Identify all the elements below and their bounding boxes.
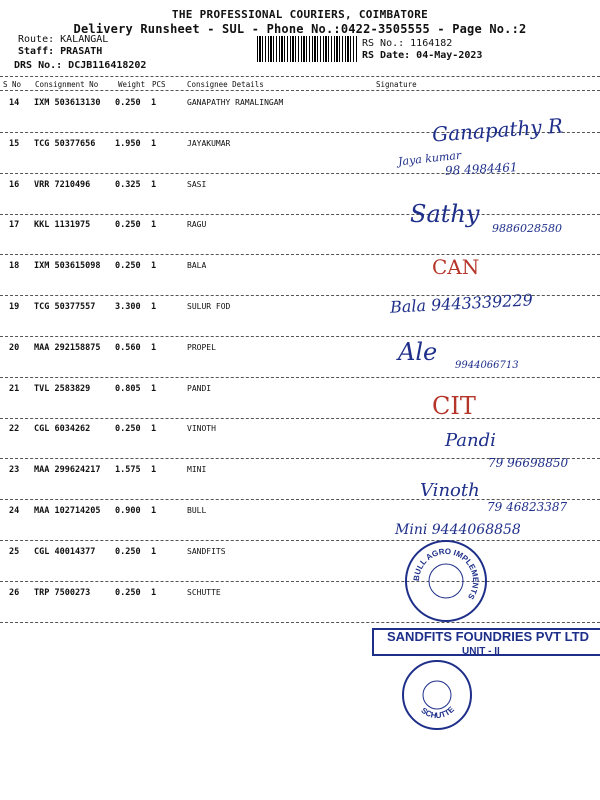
row-pcs: 1: [151, 547, 157, 557]
row-sno: 23: [9, 465, 20, 475]
barcode: [257, 36, 357, 62]
row-consignment-no: KKL 1131975: [34, 220, 91, 230]
row-weight: 1.575: [115, 465, 141, 475]
row-pcs: 1: [151, 343, 157, 353]
row-pcs: 1: [151, 506, 157, 516]
col-signature: Signature: [376, 80, 417, 89]
signature-22-phone: 79 46823387: [487, 500, 568, 514]
rs-date: RS Date: 04-May-2023: [362, 50, 483, 61]
row-consignment-no: IXM 503613130: [34, 98, 101, 108]
signature-15-phone: 98 4984461: [444, 160, 518, 178]
row-pcs: 1: [151, 180, 157, 190]
row-consignee: RAGU: [187, 220, 207, 229]
row-consignee: BALA: [187, 261, 207, 270]
row-pcs: 1: [151, 384, 157, 394]
header-divider: [0, 90, 600, 91]
row-consignment-no: TCG 50377557: [34, 302, 96, 312]
signature-16: Sathy: [410, 200, 480, 228]
page-title: THE PROFESSIONAL COURIERS, COIMBATORE: [171, 8, 429, 21]
row-pcs: 1: [151, 465, 157, 475]
row-consignment-no: IXM 503615098: [34, 261, 101, 271]
row-consignment-no: TVL 2583829: [34, 384, 91, 394]
route-label: Route: KALANGAL: [18, 34, 109, 45]
signature-22: Vinoth: [420, 480, 480, 501]
row-consignment-no: TCG 50377656: [34, 139, 96, 149]
row-pcs: 1: [151, 220, 157, 230]
row-weight: 0.325: [115, 180, 141, 190]
row-sno: 26: [9, 588, 20, 598]
row-sno: 24: [9, 506, 20, 516]
schutte-stamp: [402, 660, 472, 730]
col-sno: S No: [3, 80, 22, 89]
row-consignee: SULUR FOD: [187, 302, 231, 311]
row-consignee: VINOTH: [187, 424, 216, 433]
col-consignee: Consignee Details: [187, 80, 264, 89]
row-divider: [0, 254, 600, 255]
row-consignee: JAYAKUMAR: [187, 139, 231, 148]
row-weight: 0.805: [115, 384, 141, 394]
signature-19-phone: 9944066713: [455, 360, 519, 371]
row-consignment-no: MAA 102714205: [34, 506, 101, 516]
row-divider: [0, 540, 600, 541]
row-pcs: 1: [151, 302, 157, 312]
svg-text:BULL AGRO IMPLEMENTS: [412, 547, 480, 602]
row-weight: 0.250: [115, 261, 141, 271]
row-weight: 0.250: [115, 588, 141, 598]
row-consignee: SANDFITS: [187, 547, 226, 556]
row-weight: 0.250: [115, 424, 141, 434]
row-divider: [0, 622, 600, 623]
schutte-stamp-ring: [404, 662, 470, 728]
col-weight: Weight: [118, 80, 146, 89]
row-sno: 25: [9, 547, 20, 557]
row-divider: [0, 214, 600, 215]
row-consignment-no: MAA 299624217: [34, 465, 101, 475]
svg-text:SCHUTTE: [419, 704, 456, 720]
signature-20: CIT: [432, 392, 476, 420]
row-sno: 21: [9, 384, 20, 394]
row-divider: [0, 581, 600, 582]
row-weight: 1.950: [115, 139, 141, 149]
row-consignee: BULL: [187, 506, 207, 515]
sandfits-stamp-unit: UNIT - II: [462, 646, 500, 657]
row-consignee: PROPEL: [187, 343, 216, 352]
signature-17: CAN: [432, 255, 480, 279]
row-sno: 18: [9, 261, 20, 271]
bull-agro-stamp-text: BULL AGRO IMPLEMENTS: [411, 546, 481, 602]
bull-agro-stamp-ring: [407, 542, 485, 620]
row-consignee: MINI: [187, 465, 207, 474]
col-pcs: PCS: [152, 80, 166, 89]
signature-18: Bala 9443339229: [389, 290, 534, 317]
row-divider: [0, 336, 600, 337]
bull-agro-stamp: [405, 540, 487, 622]
row-pcs: 1: [151, 424, 157, 434]
row-weight: 0.250: [115, 220, 141, 230]
rs-info: [362, 38, 482, 62]
drs-number: DRS No.: DCJB116418202: [14, 60, 147, 71]
row-consignment-no: CGL 6034262: [34, 424, 91, 434]
row-weight: 0.900: [115, 506, 141, 516]
row-weight: 3.300: [115, 302, 141, 312]
row-consignee: PANDI: [187, 384, 212, 393]
row-sno: 16: [9, 180, 20, 190]
signature-23: Mini 9444068858: [395, 522, 521, 538]
row-pcs: 1: [151, 139, 157, 149]
sandfits-stamp-name: SANDFITS FOUNDRIES PVT LTD: [387, 629, 589, 644]
row-consignment-no: CGL 40014377: [34, 547, 96, 557]
row-sno: 22: [9, 424, 20, 434]
row-pcs: 1: [151, 261, 157, 271]
row-sno: 15: [9, 139, 20, 149]
staff-label: Staff: PRASATH: [18, 46, 103, 57]
signature-14: Ganapathy R: [431, 113, 564, 147]
signature-16-phone: 9886028580: [492, 222, 562, 235]
row-sno: 20: [9, 343, 20, 353]
signature-21: Pandi: [445, 430, 496, 451]
row-weight: 0.250: [115, 98, 141, 108]
runsheet-subtitle: Delivery Runsheet - SUL - Phone No.:0422-3505555 - Page No.:2: [73, 22, 527, 36]
row-sno: 14: [9, 98, 20, 108]
row-consignment-no: TRP 7500273: [34, 588, 91, 598]
signature-19: Ale: [398, 338, 438, 366]
signature-21-phone: 79 96698850: [488, 456, 569, 470]
header-divider: [0, 76, 600, 77]
rs-number: RS No.: 1164182: [362, 38, 453, 49]
row-weight: 0.560: [115, 343, 141, 353]
schutte-stamp-text: SCHUTTE: [419, 704, 457, 721]
row-divider: [0, 377, 600, 378]
row-sno: 19: [9, 302, 20, 312]
row-divider: [0, 418, 600, 419]
row-consignee: GANAPATHY RAMALINGAM: [187, 98, 284, 107]
row-pcs: 1: [151, 588, 157, 598]
row-consignee: SCHUTTE: [187, 588, 221, 597]
row-consignment-no: VRR 7210496: [34, 180, 91, 190]
signature-15-name: Jaya kumar: [397, 148, 462, 169]
row-consignee: SASI: [187, 180, 207, 189]
row-consignment-no: MAA 292158875: [34, 343, 101, 353]
col-consignment: Consignment No: [35, 80, 99, 89]
row-sno: 17: [9, 220, 20, 230]
row-pcs: 1: [151, 98, 157, 108]
row-weight: 0.250: [115, 547, 141, 557]
